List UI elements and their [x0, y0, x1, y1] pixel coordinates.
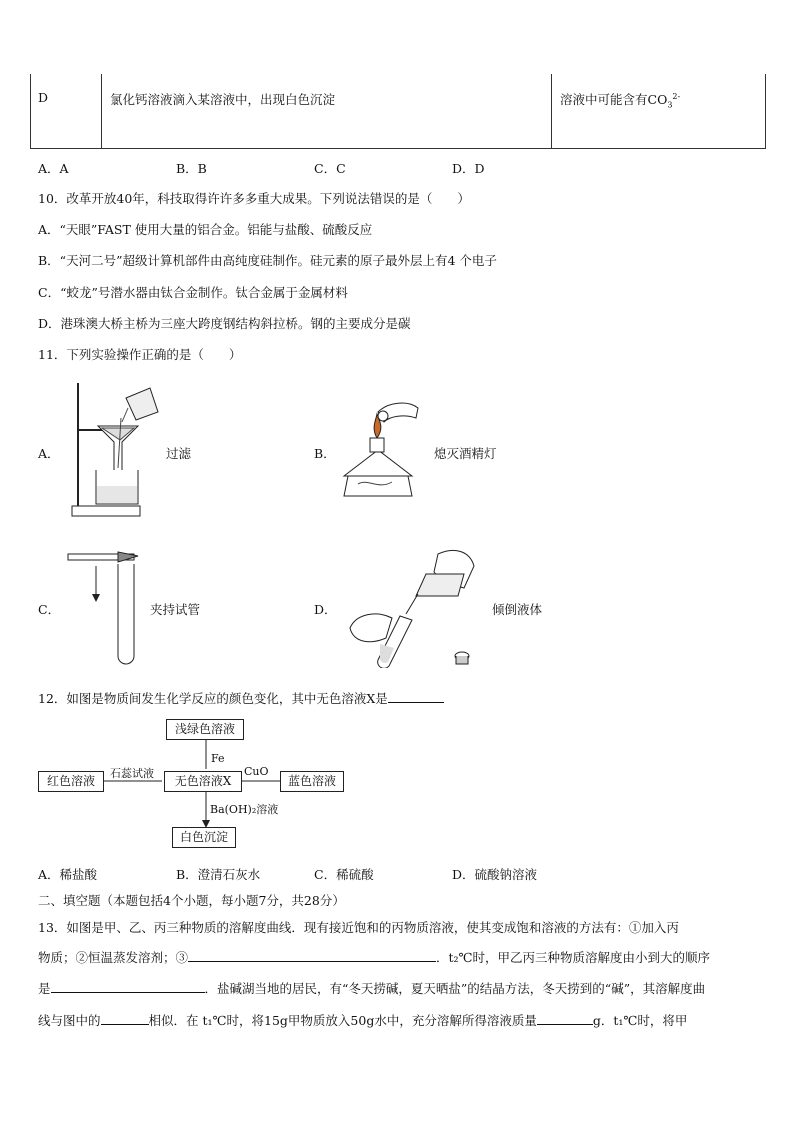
- section-heading: 二、填空题（本题包括4个小题，每小题7分，共28分）: [38, 893, 345, 908]
- alcohol-lamp-image: [338, 398, 422, 502]
- box-light-green-solution: 浅绿色溶液: [166, 719, 244, 740]
- table-cell-operation: 氯化钙溶液滴入某溶液中，出现白色沉淀: [110, 92, 336, 107]
- option-a: A．A: [38, 161, 69, 176]
- label-baoh2: Ba(OH)₂溶液: [210, 803, 279, 816]
- q11-option-b-label: 熄灭酒精灯: [434, 446, 497, 461]
- label-fe: Fe: [211, 752, 225, 765]
- question-13-line-4: 线与图中的 相似．在 t₁℃时，将15g甲物质放入50g水中，充分溶解所得溶液质量 g．t₁℃时，将甲: [38, 1013, 688, 1028]
- q11-option-d-label: 倾倒液体: [492, 602, 543, 617]
- answer-table: [30, 74, 766, 149]
- q11-option-c-label: 夹持试管: [150, 602, 201, 617]
- q12-option-d: D．硫酸钠溶液: [452, 867, 538, 882]
- q10-option-d: D．港珠澳大桥主桥为三座大跨度钢结构斜拉桥。钢的主要成分是碳: [38, 316, 411, 331]
- q10-option-c: C．“蛟龙”号潜水器由钛合金制作。钛合金属于金属材料: [38, 285, 348, 300]
- box-colorless-solution-x: 无色溶液X: [164, 771, 242, 792]
- q10-option-a: A．“天眼”FAST 使用大量的铝合金。铝能与盐酸、硫酸反应: [38, 222, 373, 237]
- label-litmus: 石蕊试液: [110, 767, 154, 780]
- q10-option-b: B．“天河二号”超级计算机部件由高纯度硅制作。硅元素的原子最外层上有4 个电子: [38, 253, 497, 268]
- table-divider: [101, 74, 102, 148]
- question-10-stem: 10．改革开放40年，科技取得许许多多重大成果。下列说法错误的是（ ）: [38, 191, 470, 206]
- filtration-apparatus-image: [66, 378, 166, 520]
- q12-option-c: C．稀硫酸: [314, 867, 374, 882]
- option-b: B．B: [176, 161, 207, 176]
- q11-option-a-letter: A．: [38, 446, 60, 461]
- q12-option-a: A．稀盐酸: [38, 867, 98, 882]
- box-white-precipitate: 白色沉淀: [172, 827, 236, 848]
- question-13-line-3: 是 ．盐碱湖当地的居民，有“冬天捞碱，夏天晒盐”的结晶方法，冬天捞到的“碱”，其溶解度曲: [38, 981, 706, 996]
- q12-option-b: B．澄清石灰水: [176, 867, 261, 882]
- table-cell-conclusion: 溶液中可能含有$CO_3^{2-}$: [560, 91, 681, 110]
- question-13-line-2: 物质；②恒温蒸发溶剂；③ ．t₂℃时，甲乙丙三种物质溶解度由小到大的顺序: [38, 950, 711, 965]
- table-divider: [551, 74, 552, 148]
- question-12-stem: 12．如图是物质间发生化学反应的颜色变化，其中无色溶液X是: [38, 689, 444, 707]
- option-c: C．C: [314, 161, 346, 176]
- label-cuo: CuO: [244, 765, 269, 778]
- box-blue-solution: 蓝色溶液: [280, 771, 344, 792]
- q11-option-a-label: 过滤: [166, 446, 192, 461]
- pouring-liquid-image: [346, 544, 486, 668]
- question-11-stem: 11．下列实验操作正确的是（ ）: [38, 347, 242, 362]
- box-red-solution: 红色溶液: [38, 771, 104, 792]
- q11-option-d-letter: D．: [314, 602, 337, 617]
- test-tube-clamp-image: [64, 550, 144, 665]
- option-d: D．D: [452, 161, 485, 176]
- q11-option-c-letter: C．: [38, 602, 61, 617]
- q11-option-b-letter: B．: [314, 446, 336, 461]
- table-cell-option: D: [38, 90, 49, 105]
- question-13-line-1: 13．如图是甲、乙、丙三种物质的溶解度曲线．现有接近饱和的丙物质溶液，使其变成饱和溶液的方法有：①加入丙: [38, 920, 679, 935]
